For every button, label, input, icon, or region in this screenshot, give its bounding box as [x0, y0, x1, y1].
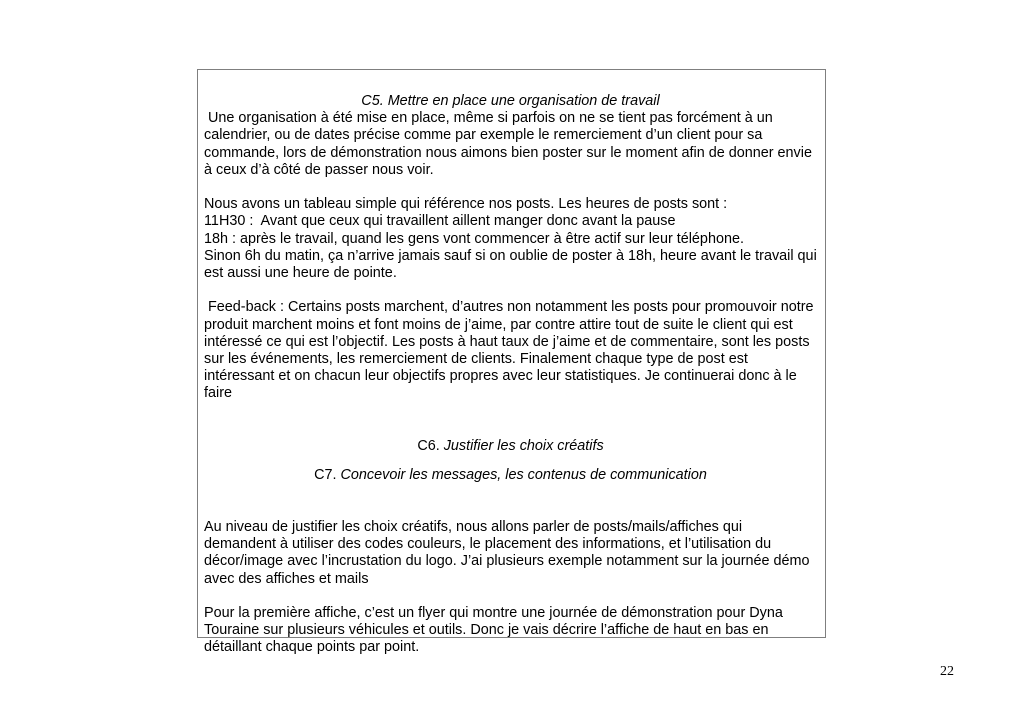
- c7-heading-prefix: C7.: [314, 466, 341, 483]
- c5-paragraph-organisation: Une organisation à été mise en place, même si parfois on ne se tient pas forcément à un calendrier, ou de dates précise comme par exemple le remerciement d’un client pour sa commande, lors de démonstration nous aimons bien poster sur le moment afin de donner envie à ceux d’à côté de passer nous voir.: [204, 110, 816, 178]
- c5-posts-hours-18h: 18h : après le travail, quand les gens vont commencer à être actif sur leur téléphone.: [204, 230, 744, 247]
- c7-heading-title: Concevoir les messages, les contenus de communication: [340, 466, 707, 483]
- c67-first-poster-paragraph: Pour la première affiche, c’est un flyer qui montre une journée de démonstration pour Dyna Touraine sur plusieurs véhicules et outils. Donc je vais décrire l’affiche de haut en bas en détaillant chaque points par point.: [204, 605, 787, 656]
- page-number: 22: [940, 664, 954, 679]
- c5-heading: C5. Mettre en place une organisation de travail: [361, 93, 660, 109]
- c5-feedback-paragraph: Feed-back : Certains posts marchent, d’autres non notamment les posts pour promouvoir notre produit marchent moins et font moins de j’aime, par contre attire tout de suite le client qui est intéressé ce qui est l’objectif. Les posts à haut taux de j’aime et de commentaire, sont les posts sur les événements, les remerciement de clients. Finalement chaque type de post est intéressant et on chacun leur objectifs propres avec leur statistiques. Je continuerai donc à le faire: [204, 299, 818, 402]
- c5-posts-hours-intro: Nous avons un tableau simple qui référence nos posts. Les heures de posts sont :: [204, 196, 728, 213]
- c6-heading: [204, 438, 817, 455]
- c5-posts-hours-1130: 11H30 : Avant que ceux qui travaillent aillent manger donc avant la pause: [204, 213, 676, 230]
- c6-heading-title: Justifier les choix créatifs: [443, 437, 604, 454]
- c6-heading-prefix: C6.: [417, 437, 444, 454]
- c67-creative-choices-paragraph: Au niveau de justifier les choix créatifs, nous allons parler de posts/mails/affiches qui demandent à utiliser des codes couleurs, le placement des informations, et l’utilisation du décor/image avec l’incrustation du logo. J’ai plusieurs exemple notamment sur la journée démo avec des affiches et mails: [204, 519, 814, 587]
- content-frame: [197, 69, 826, 656]
- c7-heading: [204, 467, 817, 484]
- c5-posts-hours-6h: Sinon 6h du matin, ça n’arrive jamais sauf si on oublie de poster à 18h, heure avant le travail qui est aussi une heure de pointe.: [204, 247, 821, 282]
